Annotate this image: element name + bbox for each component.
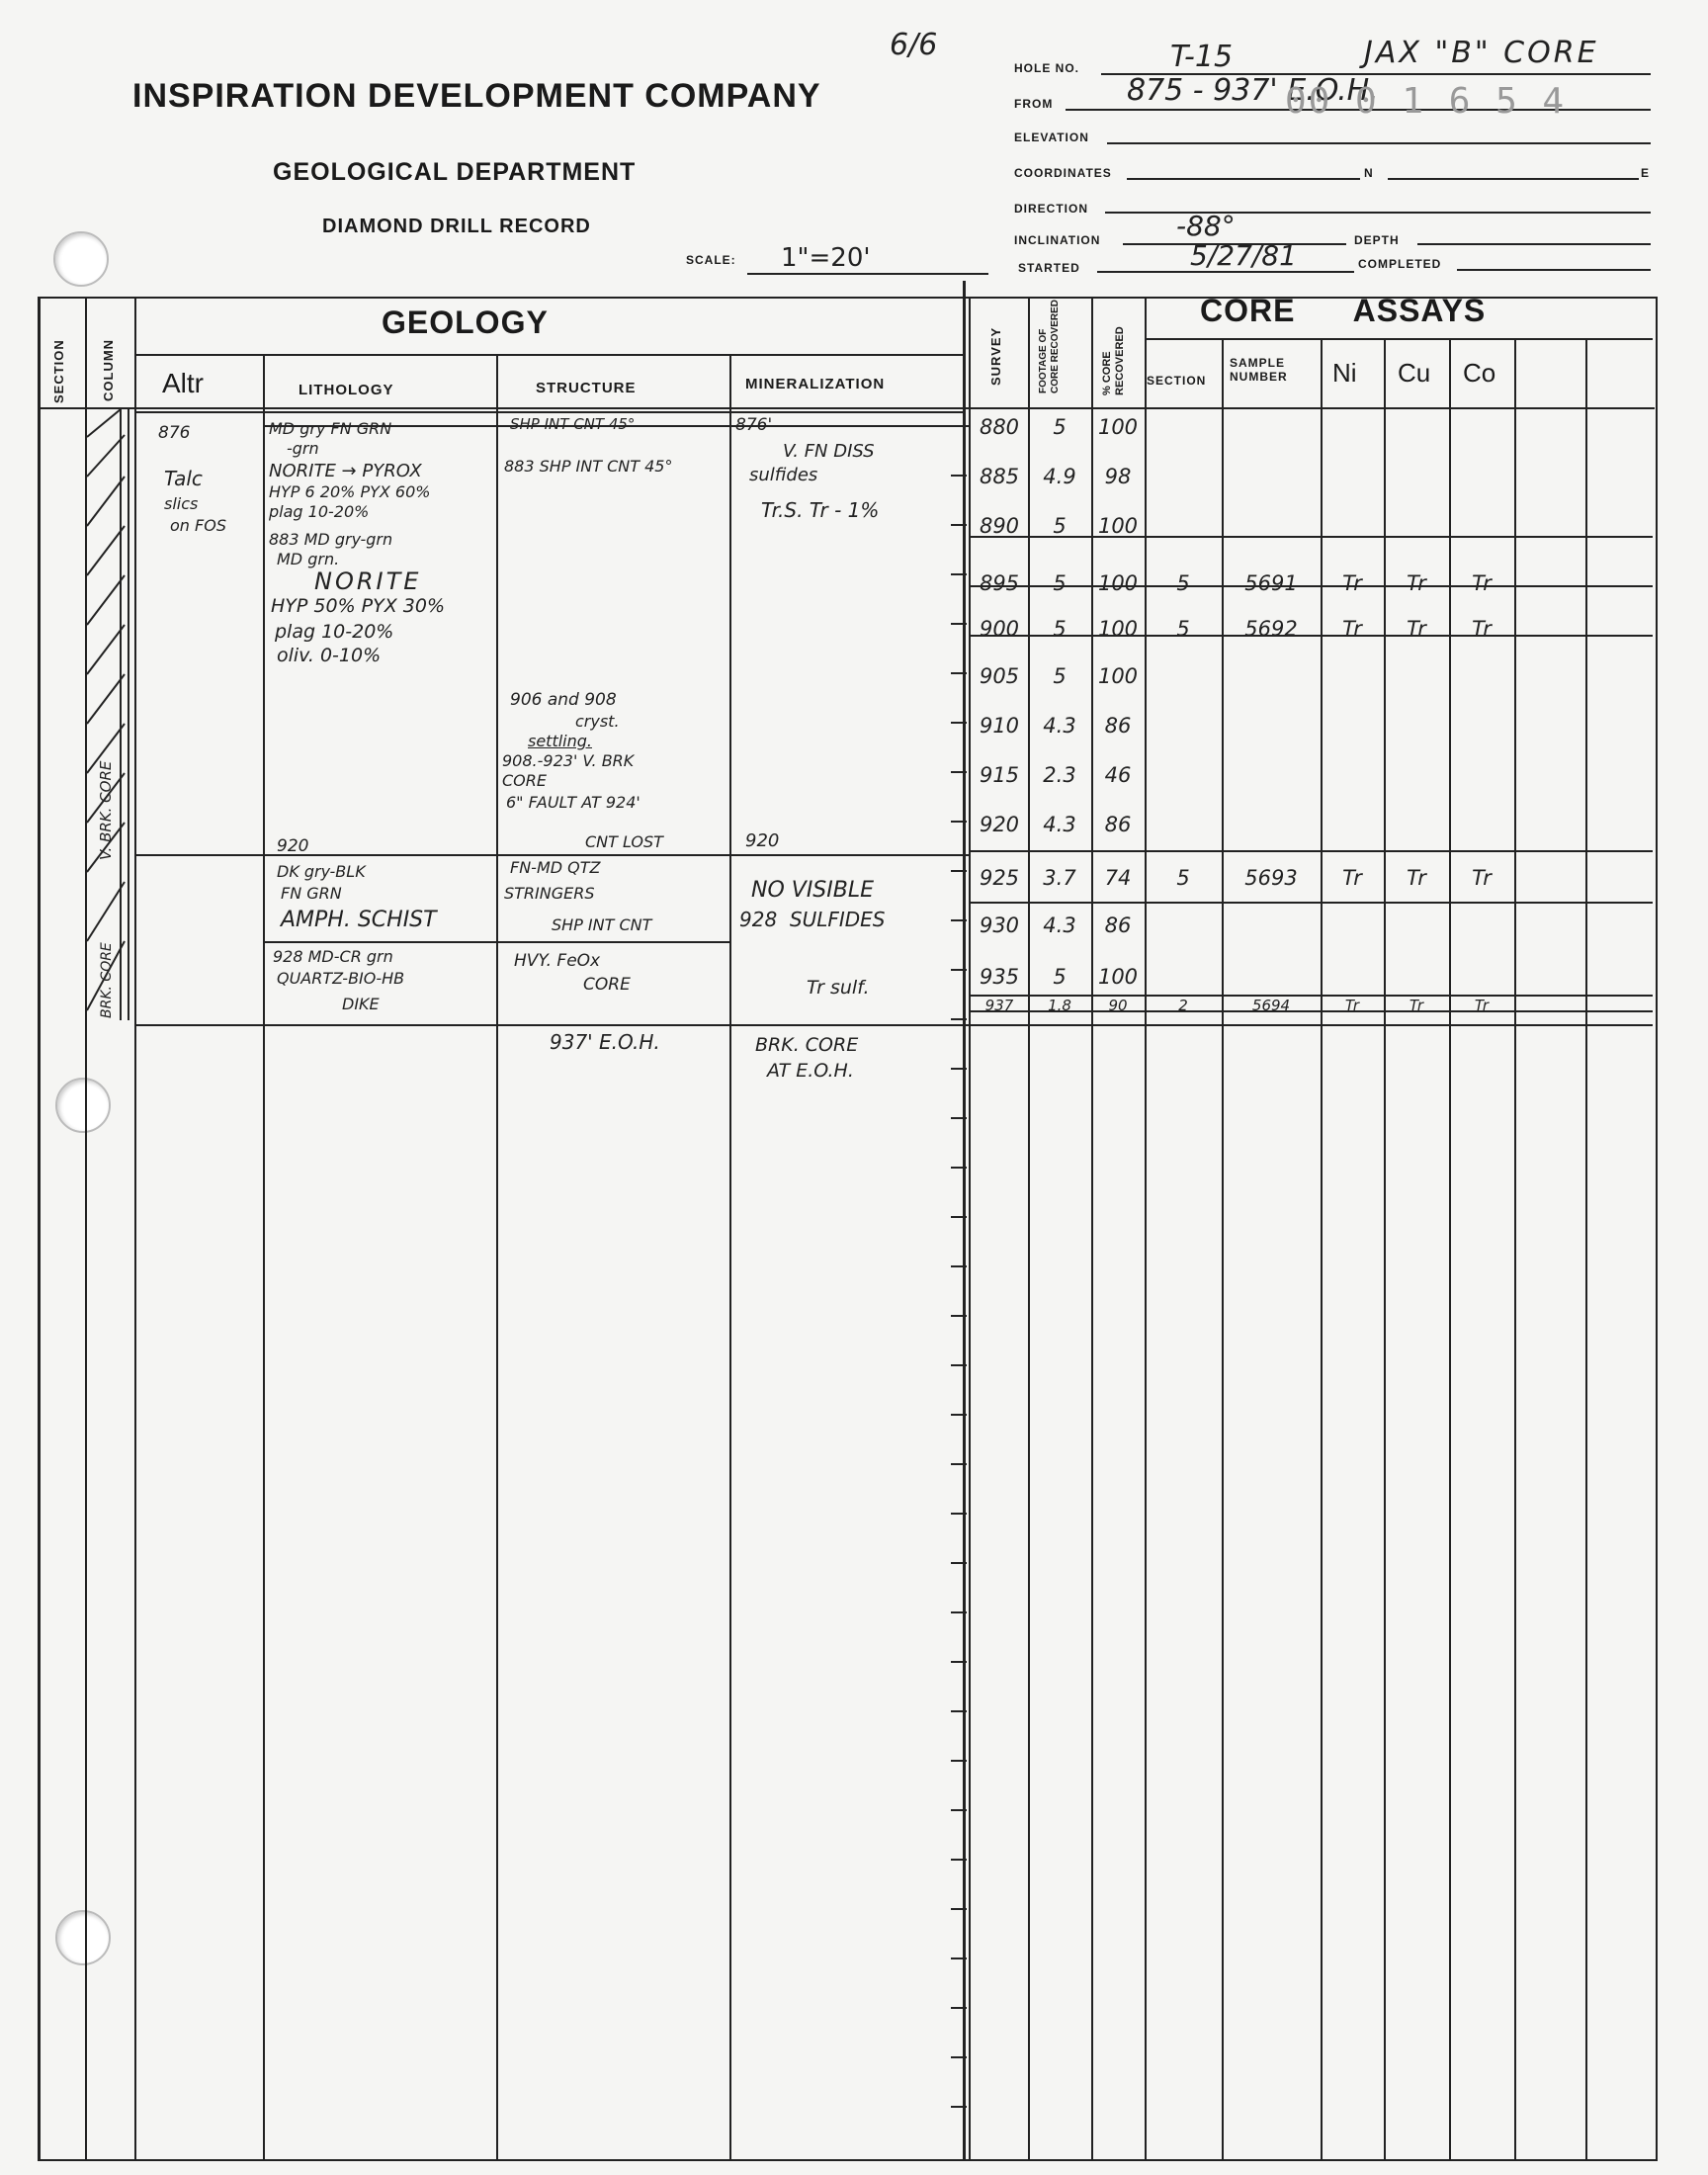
sample-cell: 5691 bbox=[1244, 571, 1298, 595]
vbrk-core-note: V. BRK. CORE bbox=[97, 760, 115, 860]
assays-header-divider bbox=[1145, 338, 1653, 340]
coordinates-line-n bbox=[1127, 178, 1360, 180]
row-line bbox=[263, 941, 729, 943]
hole-no-label: HOLE NO. bbox=[1014, 61, 1080, 75]
footage-header: FOOTAGE OF CORE RECOVERED bbox=[1038, 299, 1061, 393]
co-cell: Tr bbox=[1472, 571, 1492, 595]
survey-cell: 920 bbox=[979, 813, 1020, 836]
structure-header: STRUCTURE bbox=[536, 380, 637, 396]
scale-label: SCALE: bbox=[686, 253, 736, 267]
mineralization-note: Tr.S. Tr - 1% bbox=[761, 498, 880, 522]
depth-tick bbox=[951, 2106, 967, 2108]
structure-note: SHP INT CNT 45° bbox=[510, 415, 636, 433]
scale-underline bbox=[747, 273, 988, 275]
structure-note: SHP INT CNT bbox=[552, 915, 652, 934]
altr-header: Altr bbox=[162, 368, 204, 398]
depth-tick bbox=[951, 1265, 967, 1267]
footage-cell: 5 bbox=[1053, 965, 1067, 989]
col-divider bbox=[1321, 340, 1323, 2159]
geology-header-divider bbox=[134, 354, 965, 356]
structure-note: CNT LOST bbox=[585, 832, 663, 851]
structure-note: cryst. bbox=[575, 712, 620, 731]
col-divider bbox=[1585, 340, 1587, 2159]
footage-cell: 4.3 bbox=[1043, 813, 1076, 836]
survey-cell: 930 bbox=[979, 914, 1020, 937]
pct-cell: 46 bbox=[1104, 763, 1132, 787]
cu-cell: Tr bbox=[1407, 617, 1426, 641]
depth-tick bbox=[951, 1167, 967, 1169]
geology-header: GEOLOGY bbox=[382, 304, 549, 340]
col-divider bbox=[496, 356, 498, 2159]
core-assays-header: CORE ASSAYS bbox=[1200, 293, 1487, 328]
cu-cell: Tr bbox=[1407, 866, 1426, 890]
survey-cell: 905 bbox=[979, 664, 1020, 688]
structure-note: 937' E.O.H. bbox=[550, 1030, 660, 1054]
depth-tick bbox=[951, 1117, 967, 1119]
survey-header: SURVEY bbox=[988, 326, 1003, 386]
pct-cell: 100 bbox=[1097, 571, 1139, 595]
depth-tick bbox=[951, 870, 967, 872]
elevation-label: ELEVATION bbox=[1014, 130, 1089, 144]
survey-cell: 885 bbox=[979, 465, 1020, 488]
depth-tick bbox=[951, 2056, 967, 2058]
co-cell: Tr bbox=[1472, 617, 1492, 641]
structure-note: FN-MD QTZ bbox=[510, 858, 601, 877]
footage-cell: 1.8 bbox=[1048, 997, 1071, 1014]
started-label: STARTED bbox=[1018, 261, 1080, 275]
depth-tick bbox=[951, 2007, 967, 2009]
lithology-note: 920 bbox=[277, 836, 309, 856]
depth-tick bbox=[951, 1859, 967, 1861]
mineralization-note: 920 bbox=[745, 830, 780, 851]
col-divider bbox=[263, 356, 265, 2159]
record-type: DIAMOND DRILL RECORD bbox=[322, 216, 591, 237]
co-cell: Tr bbox=[1474, 997, 1490, 1014]
ni-cell: Tr bbox=[1344, 997, 1360, 1014]
footage-cell: 2.3 bbox=[1043, 763, 1076, 787]
footage-cell: 3.7 bbox=[1043, 866, 1076, 890]
depth-tick bbox=[951, 1315, 967, 1317]
co-header: Co bbox=[1463, 358, 1496, 388]
altr-note: on FOS bbox=[170, 516, 226, 535]
depth-tick bbox=[951, 821, 967, 823]
depth-label: DEPTH bbox=[1354, 233, 1400, 247]
structure-note: 906 and 908 bbox=[510, 690, 617, 710]
cu-cell: Tr bbox=[1407, 571, 1426, 595]
sample-cell: 5692 bbox=[1244, 617, 1298, 641]
co-cell: Tr bbox=[1472, 866, 1492, 890]
pct-recovered-header: % CORE RECOVERED bbox=[1101, 326, 1126, 395]
ni-cell: Tr bbox=[1342, 571, 1362, 595]
core-column-graphic bbox=[85, 407, 136, 1030]
mineralization-header: MINERALIZATION bbox=[745, 376, 886, 392]
depth-tick bbox=[951, 1463, 967, 1465]
pct-cell: 86 bbox=[1104, 714, 1132, 738]
mineralization-note: AT E.O.H. bbox=[767, 1060, 854, 1082]
depth-tick bbox=[951, 1216, 967, 1218]
mineralization-note: V. FN DISS bbox=[783, 441, 875, 462]
document-stamp: 00 0 1 6 5 4 bbox=[1285, 81, 1567, 122]
depth-tick bbox=[951, 771, 967, 773]
depth-tick bbox=[951, 969, 967, 971]
survey-cell: 895 bbox=[979, 571, 1020, 595]
lithology-note: MD gry FN GRN bbox=[269, 419, 392, 438]
depth-tick bbox=[951, 1364, 967, 1366]
lithology-note: NORITE bbox=[314, 567, 422, 595]
completed-label: COMPLETED bbox=[1358, 257, 1442, 271]
depth-tick bbox=[951, 1018, 967, 1020]
footage-cell: 5 bbox=[1053, 571, 1067, 595]
ni-cell: Tr bbox=[1342, 617, 1362, 641]
department-name: GEOLOGICAL DEPARTMENT bbox=[273, 158, 637, 186]
mineralization-note: Tr sulf. bbox=[807, 977, 870, 999]
mineralization-note: BRK. CORE bbox=[755, 1034, 859, 1056]
altr-note: slics bbox=[164, 494, 199, 513]
depth-tick bbox=[951, 475, 967, 477]
survey-cell: 900 bbox=[979, 617, 1020, 641]
depth-tick bbox=[951, 1562, 967, 1564]
structure-note: HVY. FeOx bbox=[514, 951, 601, 971]
elevation-line bbox=[1107, 142, 1651, 144]
survey-cell: 925 bbox=[979, 866, 1020, 890]
col-divider bbox=[1384, 340, 1386, 2159]
brk-core-note: BRK. CORE bbox=[99, 942, 115, 1018]
row-line bbox=[969, 850, 1653, 852]
depth-tick bbox=[951, 425, 967, 427]
header-bottom-line bbox=[38, 407, 1655, 409]
lithology-note: DIKE bbox=[342, 995, 380, 1013]
from-value: 875 - 937' E.O.H. bbox=[1127, 73, 1379, 108]
structure-note: CORE bbox=[502, 771, 547, 790]
depth-tick bbox=[951, 1513, 967, 1515]
depth-tick bbox=[951, 1710, 967, 1712]
e-label: E bbox=[1641, 166, 1651, 180]
pct-cell: 74 bbox=[1104, 866, 1132, 890]
section-header: SECTION bbox=[51, 339, 66, 403]
pct-cell: 100 bbox=[1097, 514, 1139, 538]
section-cell: 2 bbox=[1178, 997, 1188, 1014]
depth-tick bbox=[951, 1908, 967, 1910]
structure-note: 908.-923' V. BRK bbox=[502, 751, 635, 770]
structure-note: CORE bbox=[583, 975, 631, 995]
inclination-value: -88° bbox=[1176, 210, 1236, 242]
altr-note: Talc bbox=[164, 467, 203, 490]
structure-note: settling. bbox=[528, 732, 592, 750]
depth-tick bbox=[951, 1809, 967, 1811]
cu-header: Cu bbox=[1398, 358, 1431, 388]
from-label: FROM bbox=[1014, 97, 1054, 111]
section-cell: 5 bbox=[1176, 617, 1190, 641]
header-bottom-line-2 bbox=[134, 411, 965, 413]
col-divider bbox=[963, 281, 966, 2159]
lithology-header: LITHOLOGY bbox=[299, 382, 394, 398]
depth-tick bbox=[951, 722, 967, 724]
mineralization-note: 928 SULFIDES bbox=[739, 908, 886, 931]
section-cell: 5 bbox=[1176, 866, 1190, 890]
survey-cell: 890 bbox=[979, 514, 1020, 538]
col-divider bbox=[1514, 340, 1516, 2159]
mineralization-note: NO VISIBLE bbox=[751, 878, 875, 903]
structure-note: 6" FAULT AT 924' bbox=[506, 793, 640, 812]
lithology-note: NORITE → PYROX bbox=[269, 461, 422, 481]
depth-tick bbox=[951, 672, 967, 674]
col-divider bbox=[1449, 340, 1451, 2159]
column-header: COLUMN bbox=[101, 338, 116, 401]
mineralization-note: 876' bbox=[735, 415, 773, 435]
survey-cell: 880 bbox=[979, 415, 1020, 439]
ni-cell: Tr bbox=[1342, 866, 1362, 890]
survey-cell: 935 bbox=[979, 965, 1020, 989]
lithology-note: -grn bbox=[287, 439, 319, 458]
depth-tick bbox=[951, 1760, 967, 1762]
col-divider bbox=[1222, 340, 1224, 2159]
pct-cell: 100 bbox=[1097, 617, 1139, 641]
depth-tick bbox=[951, 1414, 967, 1416]
depth-tick bbox=[951, 524, 967, 526]
depth-tick bbox=[951, 1958, 967, 1959]
footage-cell: 4.3 bbox=[1043, 714, 1076, 738]
depth-tick bbox=[951, 1068, 967, 1070]
depth-line bbox=[1417, 243, 1651, 245]
footage-cell: 5 bbox=[1053, 664, 1067, 688]
pct-cell: 90 bbox=[1108, 997, 1128, 1014]
pct-cell: 98 bbox=[1104, 465, 1132, 488]
pct-cell: 86 bbox=[1104, 914, 1132, 937]
footage-cell: 5 bbox=[1053, 514, 1067, 538]
n-label: N bbox=[1364, 166, 1374, 180]
ni-header: Ni bbox=[1332, 358, 1357, 388]
lithology-note: 883 MD gry-grn bbox=[269, 530, 393, 549]
hole-note: JAX "B" CORE bbox=[1364, 36, 1599, 70]
footage-cell: 5 bbox=[1053, 415, 1067, 439]
lithology-note: DK gry-BLK bbox=[277, 862, 366, 881]
coordinates-line-e bbox=[1388, 178, 1639, 180]
depth-tick bbox=[951, 623, 967, 625]
mineralization-note: sulfides bbox=[749, 465, 818, 485]
lithology-note: AMPH. SCHIST bbox=[281, 908, 437, 932]
sample-number-header: SAMPLE NUMBER bbox=[1230, 356, 1288, 384]
sample-cell: 5694 bbox=[1251, 997, 1291, 1014]
scale-value: 1"=20' bbox=[781, 243, 871, 273]
lithology-note: oliv. 0-10% bbox=[277, 645, 382, 666]
pct-cell: 86 bbox=[1104, 813, 1132, 836]
lithology-note: QUARTZ-BIO-HB bbox=[277, 969, 405, 988]
depth-tick bbox=[951, 1611, 967, 1613]
survey-cell: 910 bbox=[979, 714, 1020, 738]
col-divider bbox=[729, 356, 731, 2159]
coordinates-label: COORDINATES bbox=[1014, 166, 1112, 180]
footage-cell: 4.3 bbox=[1043, 914, 1076, 937]
depth-tick bbox=[951, 1661, 967, 1663]
structure-note: 883 SHP INT CNT 45° bbox=[504, 457, 673, 476]
pct-cell: 100 bbox=[1097, 415, 1139, 439]
row-line bbox=[134, 1024, 1653, 1026]
survey-cell: 915 bbox=[979, 763, 1020, 787]
assay-section-header: SECTION bbox=[1147, 374, 1207, 388]
inclination-label: INCLINATION bbox=[1014, 233, 1101, 247]
cu-cell: Tr bbox=[1409, 997, 1424, 1014]
direction-label: DIRECTION bbox=[1014, 202, 1088, 216]
depth-tick bbox=[951, 919, 967, 921]
completed-line bbox=[1457, 269, 1651, 271]
company-name: INSPIRATION DEVELOPMENT COMPANY bbox=[132, 77, 821, 115]
lithology-note: MD grn. bbox=[277, 550, 340, 568]
sample-cell: 5693 bbox=[1244, 866, 1298, 890]
structure-note: STRINGERS bbox=[504, 884, 595, 903]
row-line bbox=[969, 902, 1653, 904]
lithology-note: 928 MD-CR grn bbox=[273, 947, 393, 966]
lithology-note: FN GRN bbox=[281, 884, 342, 903]
survey-cell: 937 bbox=[984, 997, 1014, 1014]
section-cell: 5 bbox=[1176, 571, 1190, 595]
hole-no-value: T-15 bbox=[1170, 40, 1234, 74]
page-number: 6/6 bbox=[890, 28, 938, 62]
lithology-note: plag 10-20% bbox=[269, 502, 370, 521]
pct-cell: 100 bbox=[1097, 965, 1139, 989]
lithology-note: plag 10-20% bbox=[275, 621, 394, 643]
altr-note: 876 bbox=[158, 423, 191, 443]
lithology-note: HYP 6 20% PYX 60% bbox=[269, 482, 431, 501]
started-value: 5/27/81 bbox=[1190, 239, 1297, 272]
footage-cell: 4.9 bbox=[1043, 465, 1076, 488]
lithology-note: HYP 50% PYX 30% bbox=[271, 595, 446, 617]
footage-cell: 5 bbox=[1053, 617, 1067, 641]
punch-hole-top bbox=[53, 231, 109, 287]
col-divider bbox=[969, 297, 971, 2159]
row-line bbox=[134, 854, 969, 856]
pct-cell: 100 bbox=[1097, 664, 1139, 688]
depth-tick bbox=[951, 573, 967, 575]
